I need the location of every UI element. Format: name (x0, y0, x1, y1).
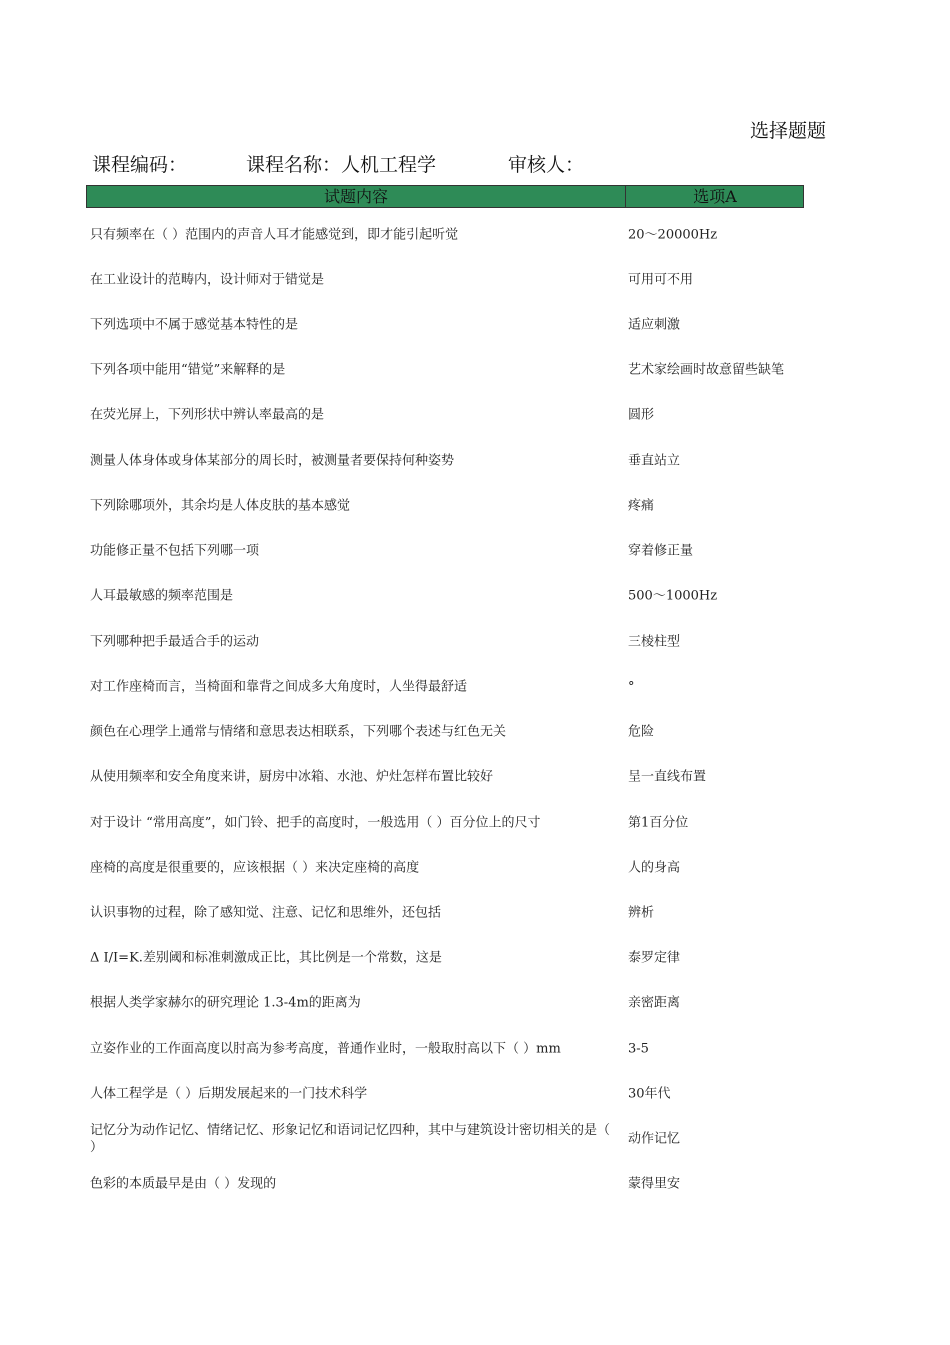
question-text: Δ I/I=K.差别阈和标准刺激成正比，其比例是一个常数，这是 (90, 950, 442, 966)
question-text: 从使用频率和安全角度来讲，厨房中冰箱、水池、炉灶怎样布置比较好 (90, 769, 494, 785)
option-a-text: ° (628, 679, 635, 695)
question-text: 记忆分为动作记忆、情绪记忆、形象记忆和语词记忆四种，其中与建筑设计密切相关的是（ ） (90, 1123, 611, 1155)
question-text: 对工作座椅而言，当椅面和靠背之间成多大角度时，人坐得最舒适 (90, 679, 468, 695)
option-a-text: 人的身高 (628, 860, 681, 876)
question-text: 在工业设计的范畴内，设计师对于错觉是 (90, 272, 325, 288)
question-text: 色彩的本质最早是由（ ）发现的 (90, 1176, 277, 1192)
option-a-text: 20～20000Hz (628, 227, 718, 243)
option-a-text: 可用可不用 (628, 272, 694, 288)
option-a-text: 辨析 (628, 905, 655, 921)
option-a-text: 艺术家绘画时故意留些缺笔 (628, 362, 785, 378)
question-text: 只有频率在（ ）范围内的声音人耳才能感觉到，即才能引起听觉 (90, 227, 459, 243)
header-option-a: 选项A (693, 187, 737, 206)
option-a-text: 适应刺激 (628, 317, 681, 333)
option-a-text: 3-5 (628, 1041, 649, 1057)
question-text: 立姿作业的工作面高度以肘高为参考高度，普通作业时，一般取肘高以下（ ）mm (90, 1041, 561, 1057)
question-text: 下列选项中不属于感觉基本特性的是 (90, 317, 299, 333)
option-a-text: 垂直站立 (628, 453, 681, 469)
question-text: 颜色在心理学上通常与情绪和意思表达相联系，下列哪个表述与红色无关 (90, 724, 507, 740)
question-text: 对于设计 “常用高度”，如门铃、把手的高度时，一般选用（ ）百分位上的尺寸 (90, 815, 541, 831)
option-a-text: 三棱柱型 (628, 634, 681, 650)
option-a-text: 蒙得里安 (628, 1176, 681, 1192)
question-text: 人体工程学是（ ）后期发展起来的一门技术科学 (90, 1086, 368, 1102)
question-text: 认识事物的过程，除了感知觉、注意、记忆和思维外，还包括 (90, 905, 442, 921)
question-text: 下列哪种把手最适合手的运动 (90, 634, 260, 650)
question-text: 下列除哪项外，其余均是人体皮肤的基本感觉 (90, 498, 351, 514)
question-text: 功能修正量不包括下列哪一项 (90, 543, 260, 559)
option-a-text: 危险 (628, 724, 655, 740)
option-a-text: 500～1000Hz (628, 588, 718, 604)
option-a-text: 穿着修正量 (628, 543, 694, 559)
course-code-label: 课程编码： (92, 154, 188, 176)
option-a-text: 30年代 (628, 1086, 671, 1102)
question-text: 座椅的高度是很重要的，应该根据（ ）来决定座椅的高度 (90, 860, 420, 876)
option-a-text: 疼痛 (628, 498, 655, 514)
option-a-text: 呈一直线布置 (628, 769, 707, 785)
option-a-text: 亲密距离 (628, 995, 681, 1011)
reviewer-label: 审核人： (508, 154, 585, 176)
question-text: 测量人体身体或身体某部分的周长时，被测量者要保持何种姿势 (90, 453, 455, 469)
question-text: 人耳最敏感的频率范围是 (90, 588, 234, 604)
question-text: 根据人类学家赫尔的研究理论 1.3-4m的距离为 (90, 995, 361, 1011)
header-question-content: 试题内容 (87, 186, 626, 207)
page-title: 选择题题 (750, 120, 827, 142)
option-a-text: 第1百分位 (628, 815, 689, 831)
course-name-label: 课程名称：人机工程学 (246, 154, 437, 176)
option-a-text: 泰罗定律 (628, 950, 681, 966)
question-text: 在荧光屏上，下列形状中辨认率最高的是 (90, 407, 325, 423)
table-header (86, 185, 804, 208)
option-a-text: 圆形 (628, 407, 655, 423)
question-text: 下列各项中能用“错觉”来解释的是 (90, 362, 286, 378)
option-a-text: 动作记忆 (628, 1131, 681, 1147)
